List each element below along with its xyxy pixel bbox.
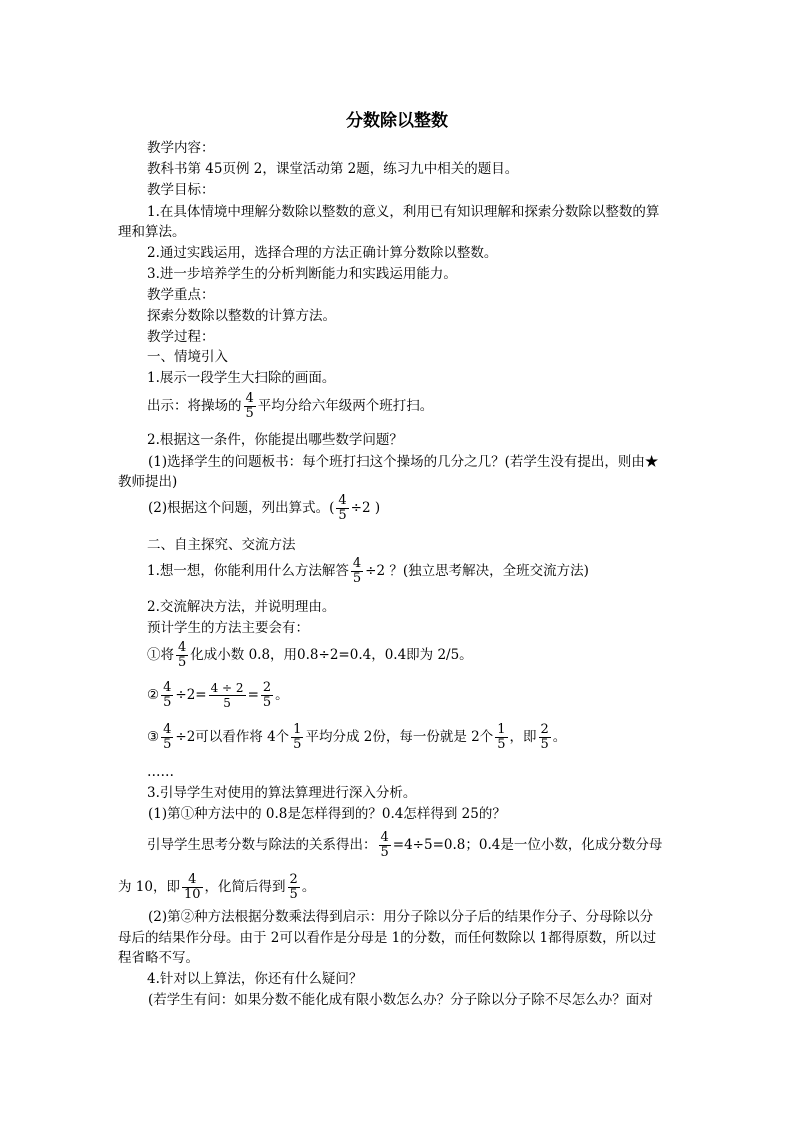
part-2-step-2: 2.交流解决方法，并说明理由。 xyxy=(147,599,336,615)
part-1-step-2: 2.根据这一条件，你能提出哪些数学问题？ xyxy=(147,432,403,448)
content-heading: 教学内容： xyxy=(147,140,215,156)
part-1-step-2-1-line-1: (1)选择学生的问题板书：每个班打扫这个操场的几分之几？(若学生没有提出，则由★ xyxy=(148,454,659,470)
goals-heading: 教学目标： xyxy=(147,182,215,198)
part-1-show-line xyxy=(147,392,433,421)
fraction-four-fifths: $\frac{4}{5}$ xyxy=(163,680,172,710)
part-1-step-2-2 xyxy=(148,494,380,523)
fraction-two-fifths: $\frac{2}{5}$ xyxy=(540,722,549,752)
fraction-four-fifths: $\frac{4}{5}$ xyxy=(178,640,187,670)
step-2-2-text-a: (2)根据这个问题，列出算式。( xyxy=(148,500,335,516)
method-2-equals: = xyxy=(247,687,259,703)
relation-line xyxy=(147,831,662,860)
part-2-step-3-2-line-3: 程省略不写。 xyxy=(118,950,199,966)
part-2-step-4-note: (若学生有问：如果分数不能化成有限小数怎么办？分子除以分子除不尽怎么办？面对 xyxy=(148,992,653,1008)
part-2-step-1 xyxy=(147,557,589,586)
ellipsis: …… xyxy=(147,764,174,780)
page-title: 分数除以整数 xyxy=(346,111,448,131)
fraction-division-expression: $\frac{4 \div 2}{5}$ xyxy=(210,681,244,710)
step-1-text-a: 1.想一想，你能利用什么方法解答 xyxy=(147,563,349,579)
relation-text-a: 引导学生思考分数与除法的关系得出： xyxy=(147,837,377,853)
part-1-step-1: 1.展示一段学生大扫除的画面。 xyxy=(147,370,336,386)
step-1-text-b: ÷2 ？(独立思考解决，全班交流方法) xyxy=(365,563,589,579)
method-2-text-a: ② xyxy=(147,687,160,703)
goal-1-line-1: 1.在具体情境中理解分数除以整数的意义，利用已有知识理解和探索分数除以整数的算 xyxy=(147,204,660,220)
fraction-four-fifths: $\frac{4}{5}$ xyxy=(163,722,172,752)
fraction-four-tenths: $\frac{4}{10}$ xyxy=(183,872,201,902)
fraction-four-fifths: $\frac{4}{5}$ xyxy=(380,830,389,860)
show-text-b: 平均分给六年级两个班打扫。 xyxy=(257,398,434,414)
fraction-four-fifths: $\frac{4}{5}$ xyxy=(245,391,254,421)
part-2-step-3-2-line-2: 母后的结果作分母。由于 2可以看作是分母是 1的分数，而任何数除以 1都得原数，所以过 xyxy=(118,930,657,946)
method-3-text-c: 平均分成 2份，每一份就是 2个 xyxy=(305,729,494,745)
relation-period: 。 xyxy=(301,879,316,895)
step-2-2-text-b: ÷2 ) xyxy=(350,500,381,516)
method-2 xyxy=(147,681,289,710)
part-2-step-4: 4.针对以上算法，你还有什么疑问？ xyxy=(147,971,363,987)
show-text-a: 出示：将操场的 xyxy=(147,398,242,414)
goal-3: 3.进一步培养学生的分析判断能力和实践运用能力。 xyxy=(147,266,457,282)
goal-2: 2.通过实践运用，选择合理的方法正确计算分数除以整数。 xyxy=(147,245,498,261)
method-3-period: 。 xyxy=(552,729,567,745)
method-3-text-b: ÷2可以看作将 4个 xyxy=(175,729,290,745)
prediction-text: 预计学生的方法主要会有： xyxy=(147,620,309,636)
relation-text-d: ，化简后得到 xyxy=(204,879,286,895)
goal-1-line-2: 理和算法。 xyxy=(118,224,186,240)
key-heading: 教学重点： xyxy=(147,287,215,303)
method-2-text-b: ÷2= xyxy=(175,687,207,703)
method-1-text-a: ①将 xyxy=(147,647,174,663)
part-1-step-2-1-line-2: 教师提出) xyxy=(118,474,178,490)
fraction-four-fifths: $\frac{4}{5}$ xyxy=(338,493,347,523)
part-2-step-3-1: (1)第①种方法中的 0.8是怎样得到的？0.4怎样得到 25的？ xyxy=(148,806,506,822)
fraction-two-fifths: $\frac{2}{5}$ xyxy=(289,872,298,902)
content-text: 教科书第 45页例 2，课堂活动第 2题，练习九中相关的题目。 xyxy=(147,161,519,177)
method-3 xyxy=(147,723,566,752)
relation-line-2 xyxy=(118,873,315,902)
method-3-text-a: ③ xyxy=(147,729,160,745)
fraction-four-fifths: $\frac{4}{5}$ xyxy=(352,556,362,586)
relation-text-b: =4÷5=0.8；0.4是一位小数，化成分数分母 xyxy=(392,837,663,853)
part-2-step-3: 3.引导学生对使用的算法算理进行深入分析。 xyxy=(147,785,417,801)
fraction-one-fifth: $\frac{1}{5}$ xyxy=(497,722,506,752)
method-1-text-b: 化成小数 0.8，用0.8÷2=0.4，0.4即为 2/5。 xyxy=(190,647,473,663)
part-2-heading: 二、自主探究、交流方法 xyxy=(147,537,296,553)
part-1-heading: 一、情境引入 xyxy=(147,349,228,365)
relation-text-c: 为 10，即 xyxy=(118,879,180,895)
method-2-period: 。 xyxy=(275,687,289,703)
part-2-step-3-2-line-1: (2)第②种方法根据分数乘法得到启示：用分子除以分子后的结果作分子、分母除以分 xyxy=(148,909,654,925)
method-1 xyxy=(147,641,473,670)
process-heading: 教学过程： xyxy=(147,329,215,345)
fraction-one-fifth: $\frac{1}{5}$ xyxy=(293,722,302,752)
method-3-text-d: ，即 xyxy=(509,729,537,745)
fraction-two-fifths: $\frac{2}{5}$ xyxy=(262,680,272,710)
key-text: 探索分数除以整数的计算方法。 xyxy=(147,308,336,324)
